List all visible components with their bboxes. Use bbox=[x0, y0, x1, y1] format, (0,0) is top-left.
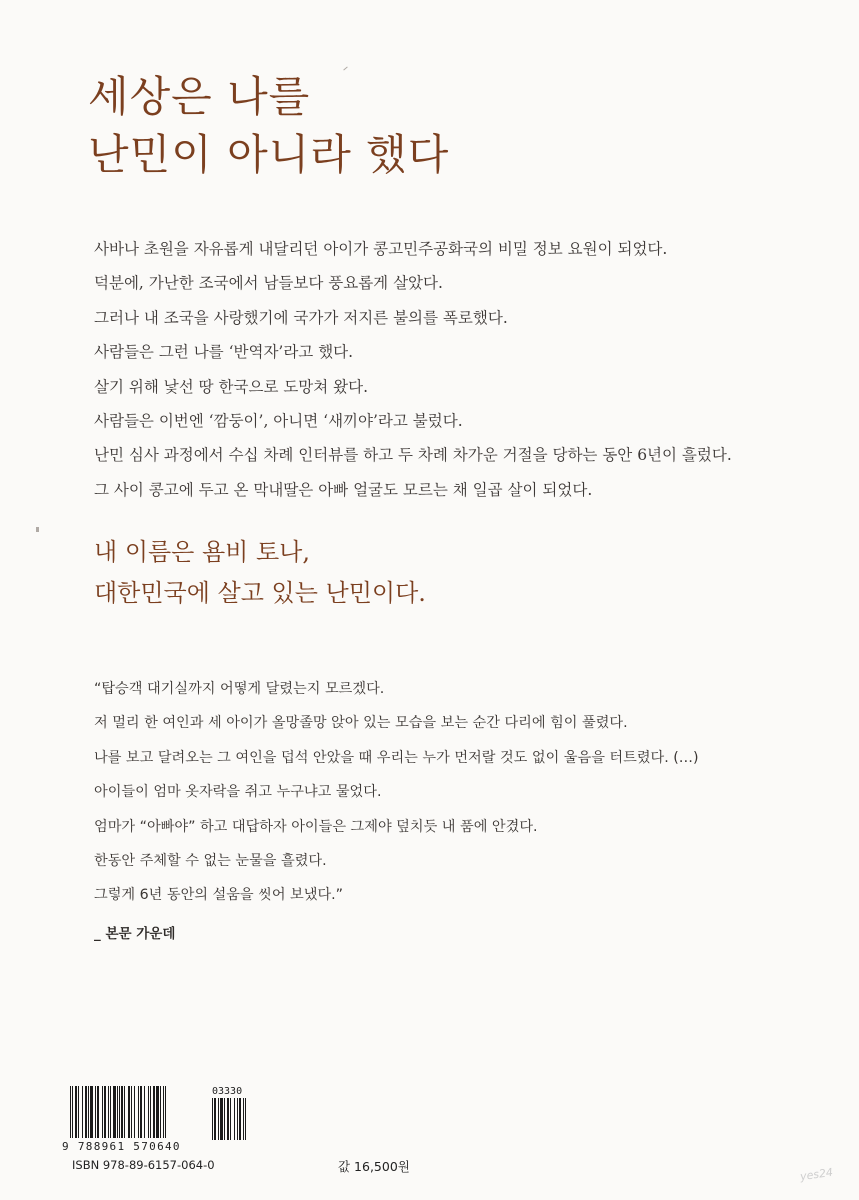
excerpt-source: _ 본문 가운데 bbox=[94, 926, 176, 942]
isbn-number: ISBN 978-89-6157-064-0 bbox=[72, 1158, 215, 1172]
barcode-digits: 9 788961 570640 bbox=[62, 1140, 181, 1153]
paper-speck bbox=[36, 527, 39, 532]
story-line: 사바나 초원을 자유롭게 내달리던 아이가 콩고민주공화국의 비밀 정보 요원이 되었다. bbox=[94, 240, 668, 258]
price-label: 값 16,500원 bbox=[338, 1159, 410, 1174]
quote-line: 그렇게 6년 동안의 설움을 씻어 보냈다.” bbox=[94, 887, 344, 904]
story-line: 살기 위해 낯선 땅 한국으로 도망쳐 왔다. bbox=[94, 377, 369, 396]
quote-line: 아이들이 엄마 옷자락을 쥐고 누구냐고 물었다. bbox=[94, 784, 382, 801]
story-line: 덕분에, 가난한 조국에서 남들보다 풍요롭게 살았다. bbox=[94, 274, 443, 293]
story-line: 사람들은 이번엔 ‘깜둥이’, 아니면 ‘새끼야’라고 불렀다. bbox=[94, 412, 463, 431]
story-line: 그 사이 콩고에 두고 온 막내딸은 아빠 얼굴도 모르는 채 일곱 살이 되었다. bbox=[94, 480, 593, 499]
story-line: 그러나 내 조국을 사랑했기에 국가가 저지른 불의를 폭로했다. bbox=[94, 308, 508, 327]
identity-statement bbox=[94, 532, 426, 614]
barcode-addon-code: 03330 bbox=[212, 1086, 243, 1097]
watermark-logo: yes24 bbox=[799, 1165, 834, 1184]
story-paragraph bbox=[94, 232, 732, 507]
quote-line: 나를 보고 달려오는 그 여인을 덥석 안았을 때 우리는 누가 먼저랄 것도 없이 울음을 터트렸다. (…) bbox=[94, 749, 699, 766]
cover-headline bbox=[88, 68, 449, 184]
headline-line-1: 세상은 나를 bbox=[88, 72, 311, 121]
quote-line: 엄마가 “아빠야” 하고 대답하자 아이들은 그제야 덮치듯 내 품에 안겼다. bbox=[94, 818, 538, 835]
story-line: 사람들은 그런 나를 ‘반역자’라고 했다. bbox=[94, 343, 354, 362]
quote-line: “탑승객 대기실까지 어떻게 달렸는지 모르겠다. bbox=[94, 681, 385, 697]
addon-barcode-bars bbox=[210, 1098, 258, 1142]
quote-line: 한동안 주체할 수 없는 눈물을 흘렸다. bbox=[94, 853, 327, 870]
headline-line-2: 난민이 아니라 했다 bbox=[88, 130, 450, 179]
identity-line-2: 대한민국에 살고 있는 난민이다. bbox=[94, 579, 426, 607]
identity-line-1: 내 이름은 욤비 토나, bbox=[94, 538, 310, 566]
barcode-bars bbox=[62, 1086, 212, 1142]
story-line: 난민 심사 과정에서 수십 차례 인터뷰를 하고 두 차례 차가운 거절을 당하는 동안 6년이 흘렀다. bbox=[94, 446, 732, 465]
excerpt-quote bbox=[94, 672, 699, 913]
quote-line: 저 멀리 한 여인과 세 아이가 올망졸망 앉아 있는 모습을 보는 순간 다리에 힘이 풀렸다. bbox=[94, 715, 628, 732]
